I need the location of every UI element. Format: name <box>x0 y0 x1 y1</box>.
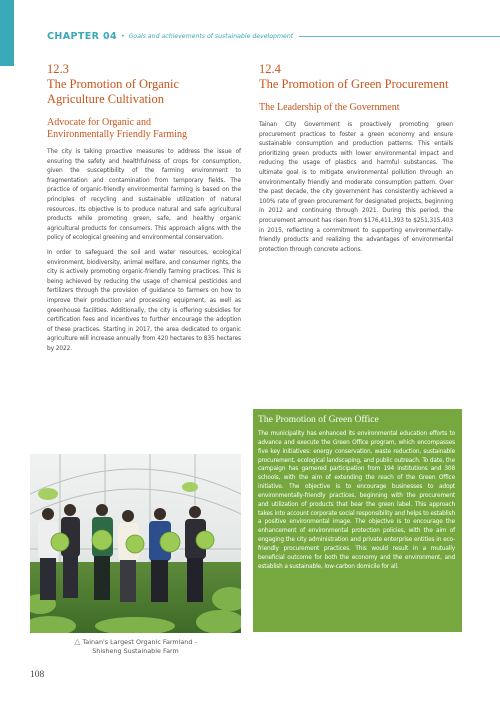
caption-line-2: Shisheng Sustainable Farm <box>92 646 179 655</box>
farm-group-photo <box>30 454 241 633</box>
chapter-subtitle: Goals and achievements of sustainable development <box>128 32 294 40</box>
chapter-rule <box>299 36 500 37</box>
section-number-12-3: 12.3 <box>47 62 69 76</box>
left-column <box>47 62 241 353</box>
organic-paragraph-2: In order to safeguard the soil and water resources, ecological environment, biodiversity, animal welfare, and consumer rights, the city is actively promoting organic-friendly farming practices. This is being achieved by reducing the usage of chemical pesticides and fertilizers through the provision of guidance to farmers on how to improve their production and processing equipment, as well as greenhouse facilities. Additionally, the city is offering subsidies for certification fees and incentives to further encourage the adoption of these practices. Starting in 2017, the area dedicated to organic agriculture will increase annually from 420 hectares to 835 hectares by 2022. <box>47 247 241 352</box>
right-column <box>259 62 453 254</box>
section-number-12-4: 12.4 <box>259 62 281 76</box>
green-office-paragraph: The municipality has enhanced its environmental education efforts to advance and execute the Green Office program, which encompasses five key initiatives: energy conservation, waste reduction, sustainable procurement, ecological landscaping, and public outreach. To date, the campaign has garnered participation from 194 institutions and 308 schools, with the aim of extending the reach of the Green Office initiative. The objective is to encourage businesses to adopt environmentally-friendly practices, beginning with the procurement and utilization of products that bear the green label. This approach takes into account corporate social responsibility and helps to establish a positive environmental image. The objective is to encourage the enhancement of environmental protection policies, with the aim of engaging the city administration and private enterprise entities in eco-friendly procurement practices. This would result in a mutually beneficial outcome for both the economy and the environment, and establish a sustainable, low-carbon domicile for all. <box>258 429 455 570</box>
chapter-label: CHAPTER 04 <box>47 30 118 42</box>
organic-paragraph-1: The city is taking proactive measures to address the issue of ensuring the safety and healthfulness of crops for consumption, given the susceptibility of the farming environment to fragmentation and contamination from temporary fields. The practice of organic-friendly environmental farming is based on the principles of recycling and sustainable utilization of natural resources. Its objective is to produce natural and safe agricultural products while promoting green, safe, and healthy organic agricultural products for consumers. This approach aligns with the policy of ecological greening and environmental conservation. <box>47 147 241 242</box>
chapter-tab-marker <box>0 0 14 66</box>
subheading-organic-line2: Environmentally Friendly Farming <box>47 129 187 140</box>
subheading-government-leadership: The Leadership of the Government <box>259 102 400 113</box>
chapter-header <box>47 28 500 44</box>
triangle-icon: △ <box>74 637 81 646</box>
section-title-green-procurement: The Promotion of Green Procurement <box>259 77 449 91</box>
page-number: 108 <box>30 670 45 680</box>
section-title-organic-line1: The Promotion of Organic <box>47 77 180 91</box>
subheading-organic-line1: Advocate for Organic and <box>47 117 151 128</box>
chapter-separator: • <box>121 32 125 40</box>
procurement-paragraph: Tainan City Government is proactively promoting green procurement practices to foster a green economy and ensure sustainable consumption and production patterns. This entails prioritizing green products with lower environmental impact and reducing the usage of plastics and harmful substances. The ultimate goal is to mitigate environmental pollution through an environmentally friendly and moderate consumption pattern. Over the past decade, the city government has consistently achieved a 100% rate of green procurement for designated projects, beginning in 2012 and continuing through 2021. During this period, the procurement amount has risen from $176,411,393 to $251,315,403 in 2015, reflecting a commitment to supporting environmentally-friendly products and realizing the advantages of environmental protection through concrete actions. <box>259 120 453 253</box>
section-title-organic-line2: Agriculture Cultivation <box>47 92 164 106</box>
green-office-title: The Promotion of Green Office <box>258 414 379 425</box>
caption-line-1: Tainan's Largest Organic Farmland - <box>82 638 197 646</box>
green-office-box <box>253 409 462 632</box>
photo-caption <box>30 638 241 655</box>
